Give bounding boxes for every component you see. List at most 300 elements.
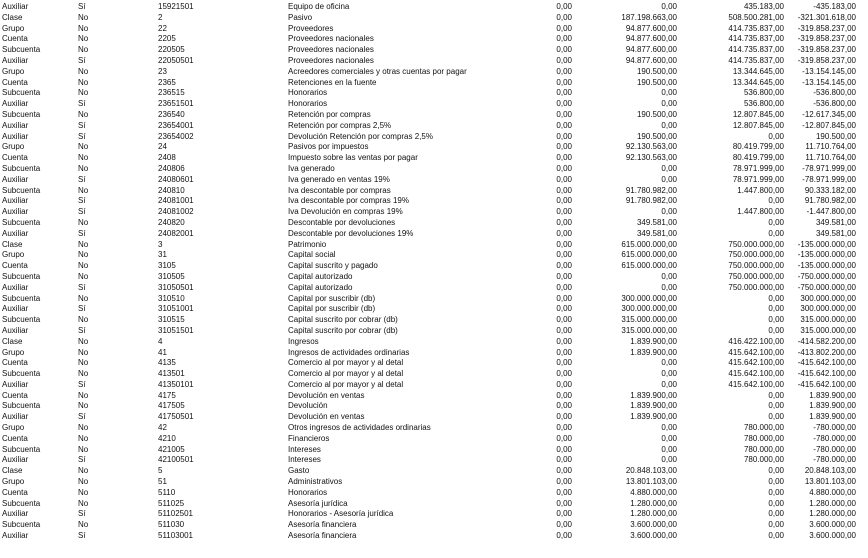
opening-balance-cell: 0,00 xyxy=(556,99,572,109)
credit-cell: 0,00 xyxy=(768,477,784,487)
account-name-cell: Descontable por devoluciones xyxy=(288,217,396,227)
credit-cell: 0,00 xyxy=(768,412,784,422)
table-row xyxy=(0,99,868,110)
account-name-cell: Honorarios xyxy=(288,88,328,98)
auxiliary-flag-cell: No xyxy=(78,142,89,152)
closing-balance-cell: -1.447.800,00 xyxy=(806,207,856,217)
debit-cell: 615.000.000,00 xyxy=(621,250,677,260)
opening-balance-cell: 0,00 xyxy=(556,477,572,487)
opening-balance-cell: 0,00 xyxy=(556,228,572,238)
account-code-cell: 24081001 xyxy=(158,196,194,206)
account-name-cell: Honorarios - Asesoría jurídica xyxy=(288,509,394,519)
account-name-cell: Iva descontable por compras xyxy=(288,185,391,195)
account-level-cell: Auxiliar xyxy=(2,99,29,109)
account-level-cell: Auxiliar xyxy=(2,325,29,335)
opening-balance-cell: 0,00 xyxy=(556,304,572,314)
credit-cell: 0,00 xyxy=(768,390,784,400)
table-row xyxy=(0,13,868,24)
opening-balance-cell: 0,00 xyxy=(556,379,572,389)
table-row xyxy=(0,326,868,337)
auxiliary-flag-cell: Sí xyxy=(78,99,86,109)
table-row xyxy=(0,509,868,520)
opening-balance-cell: 0,00 xyxy=(556,369,572,379)
debit-cell: 3.600.000,00 xyxy=(630,520,677,530)
opening-balance-cell: 0,00 xyxy=(556,34,572,44)
auxiliary-flag-cell: Sí xyxy=(78,531,86,541)
account-name-cell: Retención por compras 2,5% xyxy=(288,120,392,130)
debit-cell: 3.600.000,00 xyxy=(630,531,677,541)
table-row xyxy=(0,88,868,99)
table-row xyxy=(0,283,868,294)
account-level-cell: Subcuenta xyxy=(2,163,41,173)
auxiliary-flag-cell: Sí xyxy=(78,55,86,65)
table-row xyxy=(0,250,868,261)
closing-balance-cell: -536.800,00 xyxy=(813,99,856,109)
credit-cell: 0,00 xyxy=(768,401,784,411)
account-level-cell: Cuenta xyxy=(2,261,28,271)
credit-cell: 0,00 xyxy=(768,315,784,325)
account-level-cell: Grupo xyxy=(2,250,25,260)
closing-balance-cell: -13.154.145,00 xyxy=(802,66,856,76)
account-level-cell: Clase xyxy=(2,336,23,346)
account-level-cell: Cuenta xyxy=(2,77,28,87)
opening-balance-cell: 0,00 xyxy=(556,185,572,195)
account-level-cell: Cuenta xyxy=(2,34,28,44)
account-level-cell: Auxiliar xyxy=(2,412,29,422)
account-level-cell: Subcuenta xyxy=(2,88,41,98)
closing-balance-cell: -415.642.100,00 xyxy=(797,358,856,368)
account-level-cell: Clase xyxy=(2,466,23,476)
auxiliary-flag-cell: No xyxy=(78,423,89,433)
closing-balance-cell: -780.000,00 xyxy=(813,444,856,454)
auxiliary-flag-cell: Sí xyxy=(78,455,86,465)
account-code-cell: 310515 xyxy=(158,315,185,325)
closing-balance-cell: -415.642.100,00 xyxy=(797,369,856,379)
account-name-cell: Financieros xyxy=(288,433,330,443)
account-name-cell: Capital autorizado xyxy=(288,282,353,292)
account-code-cell: 236540 xyxy=(158,109,185,119)
debit-cell: 349.581,00 xyxy=(636,217,677,227)
account-name-cell: Capital por suscribir (db) xyxy=(288,293,376,303)
debit-cell: 0,00 xyxy=(661,369,677,379)
account-level-cell: Clase xyxy=(2,12,23,22)
table-row xyxy=(0,455,868,466)
credit-cell: 780.000,00 xyxy=(743,444,784,454)
opening-balance-cell: 0,00 xyxy=(556,509,572,519)
auxiliary-flag-cell: No xyxy=(78,433,89,443)
opening-balance-cell: 0,00 xyxy=(556,520,572,530)
opening-balance-cell: 0,00 xyxy=(556,196,572,206)
account-name-cell: Intereses xyxy=(288,455,321,465)
account-name-cell: Capital suscrito y pagado xyxy=(288,261,378,271)
debit-cell: 349.581,00 xyxy=(636,228,677,238)
closing-balance-cell: 11.710.764,00 xyxy=(805,153,856,163)
debit-cell: 190.500,00 xyxy=(636,66,677,76)
debit-cell: 1.839.900,00 xyxy=(630,412,677,422)
auxiliary-flag-cell: No xyxy=(78,369,89,379)
auxiliary-flag-cell: No xyxy=(78,153,89,163)
account-level-cell: Grupo xyxy=(2,347,25,357)
auxiliary-flag-cell: No xyxy=(78,271,89,281)
account-code-cell: 3 xyxy=(158,239,163,249)
credit-cell: 0,00 xyxy=(768,217,784,227)
account-name-cell: Comercio al por mayor y al detal xyxy=(288,379,404,389)
account-name-cell: Asesoría financiera xyxy=(288,531,357,541)
credit-cell: 78.971.999,00 xyxy=(732,163,784,173)
auxiliary-flag-cell: No xyxy=(78,390,89,400)
closing-balance-cell: 1.839.900,00 xyxy=(809,390,856,400)
auxiliary-flag-cell: Sí xyxy=(78,228,86,238)
credit-cell: 0,00 xyxy=(768,498,784,508)
table-row xyxy=(0,488,868,499)
auxiliary-flag-cell: Sí xyxy=(78,207,86,217)
debit-cell: 0,00 xyxy=(661,99,677,109)
debit-cell: 0,00 xyxy=(661,174,677,184)
opening-balance-cell: 0,00 xyxy=(556,109,572,119)
account-code-cell: 2205 xyxy=(158,34,176,44)
account-level-cell: Auxiliar xyxy=(2,2,29,11)
account-name-cell: Equipo de oficina xyxy=(288,2,350,11)
opening-balance-cell: 0,00 xyxy=(556,77,572,87)
account-level-cell: Auxiliar xyxy=(2,379,29,389)
table-row xyxy=(0,272,868,283)
table-row xyxy=(0,423,868,434)
debit-cell: 0,00 xyxy=(661,379,677,389)
auxiliary-flag-cell: No xyxy=(78,347,89,357)
account-code-cell: 22050501 xyxy=(158,55,194,65)
account-level-cell: Auxiliar xyxy=(2,131,29,141)
account-code-cell: 511030 xyxy=(158,520,185,530)
debit-cell: 1.280.000,00 xyxy=(630,498,677,508)
account-name-cell: Capital suscrito por cobrar (db) xyxy=(288,315,398,325)
balance-report-table xyxy=(0,2,868,542)
account-level-cell: Subcuenta xyxy=(2,185,41,195)
account-code-cell: 51 xyxy=(158,477,167,487)
opening-balance-cell: 0,00 xyxy=(556,433,572,443)
credit-cell: 0,00 xyxy=(768,325,784,335)
credit-cell: 416.422.100,00 xyxy=(728,336,784,346)
opening-balance-cell: 0,00 xyxy=(556,217,572,227)
credit-cell: 414.735.837,00 xyxy=(728,23,784,33)
auxiliary-flag-cell: No xyxy=(78,336,89,346)
auxiliary-flag-cell: No xyxy=(78,466,89,476)
table-row xyxy=(0,207,868,218)
closing-balance-cell: 3.600.000,00 xyxy=(809,531,856,541)
closing-balance-cell: 349.581,00 xyxy=(815,228,856,238)
account-level-cell: Clase xyxy=(2,239,23,249)
account-code-cell: 421005 xyxy=(158,444,185,454)
opening-balance-cell: 0,00 xyxy=(556,12,572,22)
account-name-cell: Asesoría jurídica xyxy=(288,498,348,508)
auxiliary-flag-cell: Sí xyxy=(78,509,86,519)
auxiliary-flag-cell: Sí xyxy=(78,304,86,314)
account-level-cell: Grupo xyxy=(2,23,25,33)
account-code-cell: 2408 xyxy=(158,153,176,163)
closing-balance-cell: 4.880.000,00 xyxy=(809,487,856,497)
account-name-cell: Acreedores comerciales y otras cuentas por pagar xyxy=(288,66,467,76)
opening-balance-cell: 0,00 xyxy=(556,498,572,508)
account-code-cell: 2 xyxy=(158,12,163,22)
account-name-cell: Administrativos xyxy=(288,477,343,487)
credit-cell: 780.000,00 xyxy=(743,433,784,443)
auxiliary-flag-cell: Sí xyxy=(78,131,86,141)
debit-cell: 94.877.600,00 xyxy=(625,34,677,44)
account-code-cell: 23654001 xyxy=(158,120,194,130)
account-level-cell: Subcuenta xyxy=(2,401,41,411)
closing-balance-cell: 349.581,00 xyxy=(815,217,856,227)
opening-balance-cell: 0,00 xyxy=(556,444,572,454)
table-row xyxy=(0,445,868,456)
account-code-cell: 5 xyxy=(158,466,163,476)
account-level-cell: Auxiliar xyxy=(2,509,29,519)
opening-balance-cell: 0,00 xyxy=(556,401,572,411)
table-row xyxy=(0,132,868,143)
account-level-cell: Auxiliar xyxy=(2,196,29,206)
account-code-cell: 413501 xyxy=(158,369,185,379)
account-name-cell: Devolución en ventas xyxy=(288,412,365,422)
account-level-cell: Auxiliar xyxy=(2,174,29,184)
account-name-cell: Ingresos de actividades ordinarias xyxy=(288,347,410,357)
auxiliary-flag-cell: Sí xyxy=(78,379,86,389)
credit-cell: 750.000.000,00 xyxy=(728,271,784,281)
table-row xyxy=(0,369,868,380)
account-level-cell: Auxiliar xyxy=(2,55,29,65)
debit-cell: 315.000.000,00 xyxy=(621,325,677,335)
opening-balance-cell: 0,00 xyxy=(556,347,572,357)
table-row xyxy=(0,229,868,240)
account-code-cell: 41750501 xyxy=(158,412,194,422)
credit-cell: 0,00 xyxy=(768,531,784,541)
credit-cell: 414.735.837,00 xyxy=(728,45,784,55)
debit-cell: 190.500,00 xyxy=(636,131,677,141)
table-row xyxy=(0,304,868,315)
table-row xyxy=(0,315,868,326)
closing-balance-cell: -780.000,00 xyxy=(813,433,856,443)
account-name-cell: Honorarios xyxy=(288,99,328,109)
opening-balance-cell: 0,00 xyxy=(556,153,572,163)
auxiliary-flag-cell: No xyxy=(78,239,89,249)
opening-balance-cell: 0,00 xyxy=(556,250,572,260)
credit-cell: 780.000,00 xyxy=(743,423,784,433)
credit-cell: 750.000.000,00 xyxy=(728,250,784,260)
account-name-cell: Asesoría financiera xyxy=(288,520,357,530)
table-row xyxy=(0,477,868,488)
auxiliary-flag-cell: No xyxy=(78,66,89,76)
opening-balance-cell: 0,00 xyxy=(556,271,572,281)
opening-balance-cell: 0,00 xyxy=(556,174,572,184)
credit-cell: 414.735.837,00 xyxy=(728,34,784,44)
table-row xyxy=(0,164,868,175)
account-code-cell: 31051501 xyxy=(158,325,194,335)
auxiliary-flag-cell: No xyxy=(78,45,89,55)
credit-cell: 414.735.837,00 xyxy=(728,55,784,65)
account-level-cell: Auxiliar xyxy=(2,455,29,465)
closing-balance-cell: -319.858.237,00 xyxy=(797,55,856,65)
auxiliary-flag-cell: No xyxy=(78,315,89,325)
account-code-cell: 23651501 xyxy=(158,99,194,109)
closing-balance-cell: 20.848.103,00 xyxy=(804,466,856,476)
table-row xyxy=(0,218,868,229)
account-code-cell: 5110 xyxy=(158,487,176,497)
opening-balance-cell: 0,00 xyxy=(556,23,572,33)
account-name-cell: Otros ingresos de actividades ordinarias xyxy=(288,423,431,433)
account-code-cell: 220505 xyxy=(158,45,185,55)
closing-balance-cell: -319.858.237,00 xyxy=(797,45,856,55)
opening-balance-cell: 0,00 xyxy=(556,531,572,541)
credit-cell: 415.642.100,00 xyxy=(728,347,784,357)
closing-balance-cell: 13.801.103,00 xyxy=(804,477,856,487)
debit-cell: 615.000.000,00 xyxy=(621,261,677,271)
table-row xyxy=(0,34,868,45)
account-code-cell: 4135 xyxy=(158,358,176,368)
credit-cell: 536.800,00 xyxy=(743,88,784,98)
account-code-cell: 24080601 xyxy=(158,174,194,184)
auxiliary-flag-cell: No xyxy=(78,293,89,303)
opening-balance-cell: 0,00 xyxy=(556,45,572,55)
auxiliary-flag-cell: Sí xyxy=(78,282,86,292)
closing-balance-cell: 315.000.000,00 xyxy=(800,325,856,335)
debit-cell: 1.839.900,00 xyxy=(630,336,677,346)
table-row xyxy=(0,24,868,35)
opening-balance-cell: 0,00 xyxy=(556,315,572,325)
opening-balance-cell: 0,00 xyxy=(556,466,572,476)
account-code-cell: 4 xyxy=(158,336,163,346)
account-code-cell: 31 xyxy=(158,250,167,260)
table-row xyxy=(0,391,868,402)
credit-cell: 0,00 xyxy=(768,304,784,314)
account-name-cell: Patrimonio xyxy=(288,239,327,249)
account-level-cell: Grupo xyxy=(2,477,25,487)
closing-balance-cell: -536.800,00 xyxy=(813,88,856,98)
credit-cell: 536.800,00 xyxy=(743,99,784,109)
debit-cell: 4.880.000,00 xyxy=(630,487,677,497)
closing-balance-cell: -319.858.237,00 xyxy=(797,34,856,44)
closing-balance-cell: -78.971.999,00 xyxy=(802,174,856,184)
table-row xyxy=(0,78,868,89)
account-name-cell: Impuesto sobre las ventas por pagar xyxy=(288,153,418,163)
debit-cell: 0,00 xyxy=(661,207,677,217)
account-name-cell: Capital suscrito por cobrar (db) xyxy=(288,325,398,335)
account-level-cell: Subcuenta xyxy=(2,520,41,530)
table-row xyxy=(0,434,868,445)
account-level-cell: Cuenta xyxy=(2,153,28,163)
account-level-cell: Subcuenta xyxy=(2,444,41,454)
table-row xyxy=(0,401,868,412)
account-code-cell: 31051001 xyxy=(158,304,194,314)
account-name-cell: Retenciones en la fuente xyxy=(288,77,377,87)
credit-cell: 0,00 xyxy=(768,228,784,238)
account-level-cell: Grupo xyxy=(2,66,25,76)
auxiliary-flag-cell: No xyxy=(78,88,89,98)
account-code-cell: 51102501 xyxy=(158,509,193,519)
credit-cell: 1.447.800,00 xyxy=(737,185,784,195)
credit-cell: 0,00 xyxy=(768,196,784,206)
debit-cell: 0,00 xyxy=(661,120,677,130)
closing-balance-cell: -78.971.999,00 xyxy=(802,163,856,173)
debit-cell: 315.000.000,00 xyxy=(621,315,677,325)
opening-balance-cell: 0,00 xyxy=(556,2,572,11)
table-row xyxy=(0,153,868,164)
account-code-cell: 24 xyxy=(158,142,167,152)
table-row xyxy=(0,348,868,359)
opening-balance-cell: 0,00 xyxy=(556,487,572,497)
credit-cell: 750.000.000,00 xyxy=(728,239,784,249)
table-row xyxy=(0,196,868,207)
table-row xyxy=(0,142,868,153)
closing-balance-cell: 11.710.764,00 xyxy=(805,142,856,152)
debit-cell: 300.000.000,00 xyxy=(621,293,677,303)
closing-balance-cell: 91.780.982,00 xyxy=(804,196,856,206)
account-level-cell: Subcuenta xyxy=(2,109,41,119)
table-row xyxy=(0,67,868,78)
account-name-cell: Comercio al por mayor y al detal xyxy=(288,369,404,379)
auxiliary-flag-cell: No xyxy=(78,163,89,173)
opening-balance-cell: 0,00 xyxy=(556,66,572,76)
account-code-cell: 240820 xyxy=(158,217,185,227)
credit-cell: 415.642.100,00 xyxy=(728,358,784,368)
account-code-cell: 23654002 xyxy=(158,131,194,141)
account-code-cell: 24082001 xyxy=(158,228,194,238)
opening-balance-cell: 0,00 xyxy=(556,423,572,433)
auxiliary-flag-cell: Sí xyxy=(78,120,86,130)
opening-balance-cell: 0,00 xyxy=(556,261,572,271)
auxiliary-flag-cell: No xyxy=(78,498,89,508)
opening-balance-cell: 0,00 xyxy=(556,282,572,292)
auxiliary-flag-cell: No xyxy=(78,358,89,368)
account-name-cell: Iva generado xyxy=(288,163,335,173)
credit-cell: 415.642.100,00 xyxy=(728,369,784,379)
debit-cell: 0,00 xyxy=(661,423,677,433)
debit-cell: 0,00 xyxy=(661,2,677,11)
account-code-cell: 236515 xyxy=(158,88,185,98)
account-code-cell: 310510 xyxy=(158,293,185,303)
account-name-cell: Descontable por devoluciones 19% xyxy=(288,228,414,238)
credit-cell: 780.000,00 xyxy=(743,455,784,465)
account-code-cell: 31050501 xyxy=(158,282,194,292)
auxiliary-flag-cell: Sí xyxy=(78,412,86,422)
account-code-cell: 511025 xyxy=(158,498,185,508)
closing-balance-cell: -780.000,00 xyxy=(813,423,856,433)
account-name-cell: Pasivo xyxy=(288,12,313,22)
debit-cell: 190.500,00 xyxy=(636,109,677,119)
table-row xyxy=(0,531,868,542)
credit-cell: 80.419.799,00 xyxy=(732,153,784,163)
closing-balance-cell: -415.642.100,00 xyxy=(797,379,856,389)
auxiliary-flag-cell: No xyxy=(78,77,89,87)
debit-cell: 94.877.600,00 xyxy=(625,45,677,55)
account-code-cell: 42100501 xyxy=(158,455,194,465)
debit-cell: 190.500,00 xyxy=(636,77,677,87)
credit-cell: 0,00 xyxy=(768,520,784,530)
opening-balance-cell: 0,00 xyxy=(556,88,572,98)
auxiliary-flag-cell: No xyxy=(78,12,89,22)
account-code-cell: 3105 xyxy=(158,261,176,271)
table-row xyxy=(0,499,868,510)
closing-balance-cell: -319.858.237,00 xyxy=(797,23,856,33)
account-level-cell: Auxiliar xyxy=(2,304,29,314)
table-row xyxy=(0,2,868,13)
account-level-cell: Grupo xyxy=(2,142,25,152)
table-row xyxy=(0,294,868,305)
account-name-cell: Pasivos por impuestos xyxy=(288,142,369,152)
credit-cell: 0,00 xyxy=(768,466,784,476)
account-code-cell: 310505 xyxy=(158,271,185,281)
credit-cell: 13.344.645,00 xyxy=(732,77,784,87)
account-name-cell: Intereses xyxy=(288,444,321,454)
table-row xyxy=(0,337,868,348)
account-name-cell: Proveedores nacionales xyxy=(288,45,374,55)
debit-cell: 94.877.600,00 xyxy=(625,55,677,65)
